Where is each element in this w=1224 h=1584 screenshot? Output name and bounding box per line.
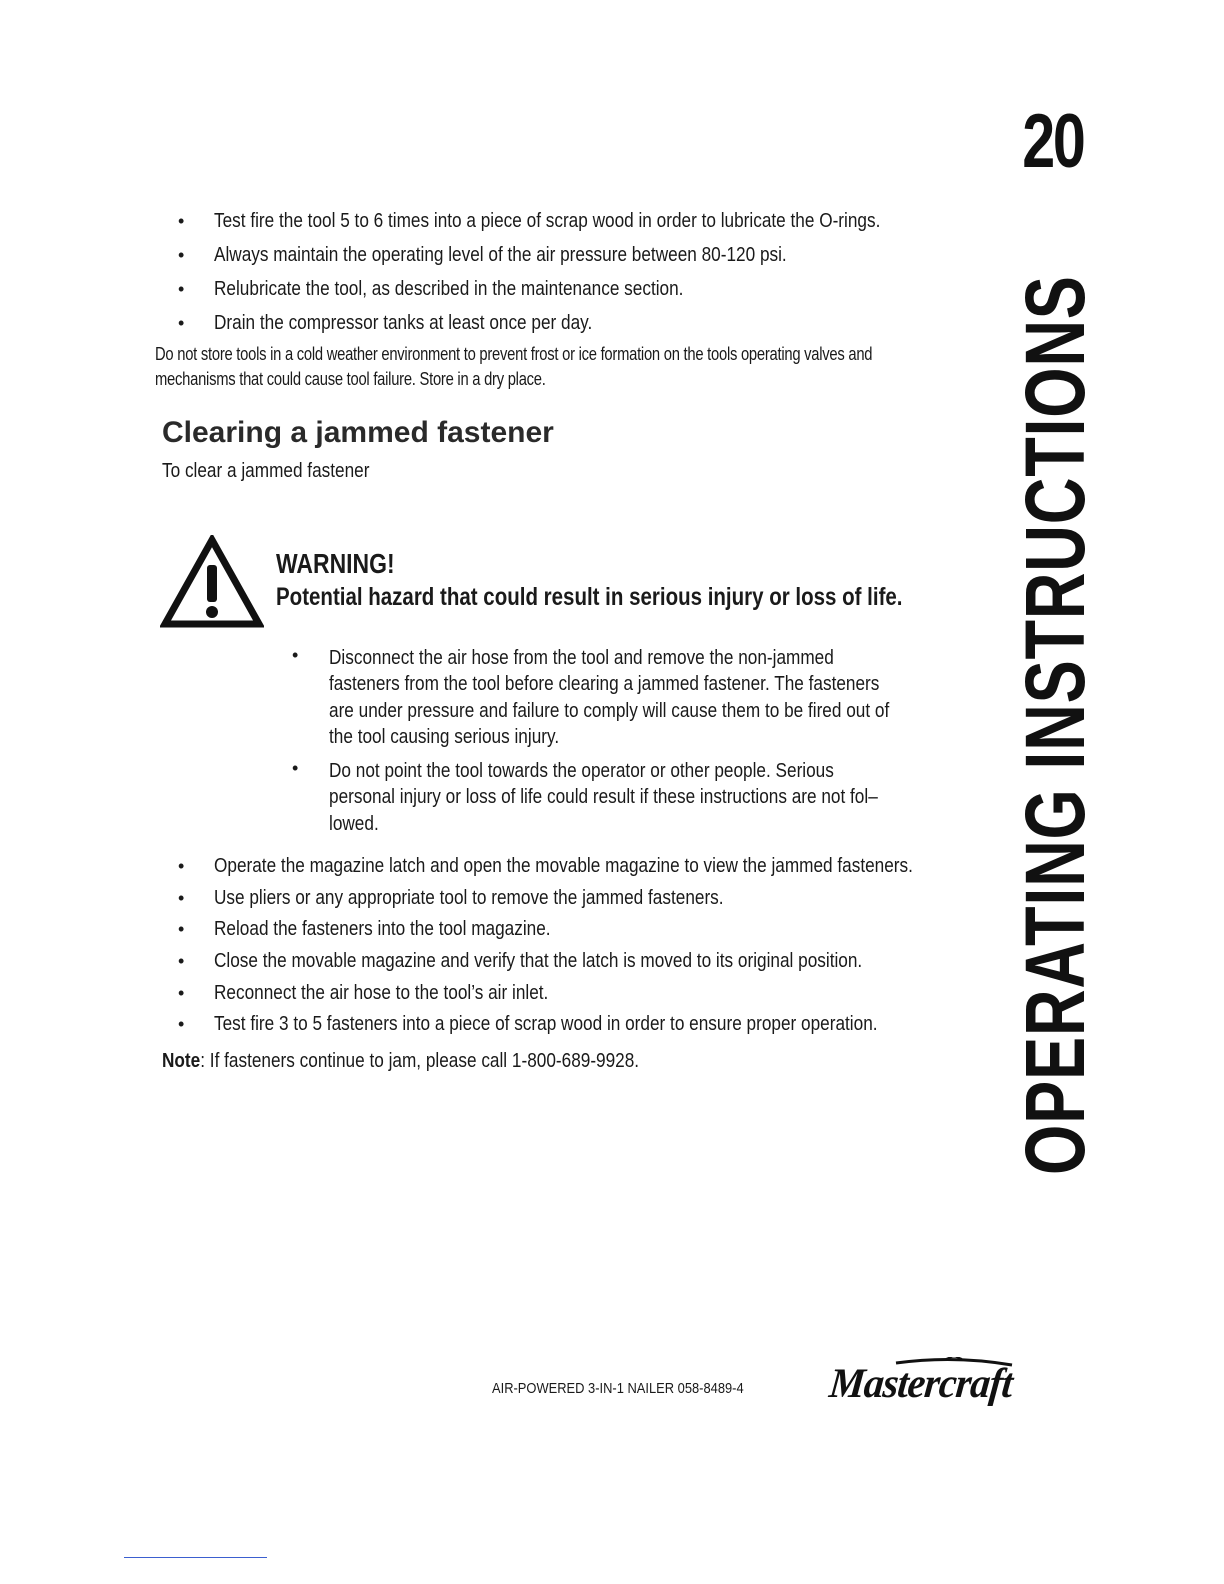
bullet-icon: • [292,645,299,665]
bullet-icon: • [178,279,185,299]
section-heading: Clearing a jammed fastener [162,416,554,449]
warning-triangle-icon [160,535,264,630]
list-item: • Disconnect the air hose from the tool and remove the non-jammed fasteners from the tool before clearing a jammed fastener. The fasteners are under pressure and failure to comply will cause them to be fired out of the tool causing serious injury. [292,645,890,748]
storage-note-line: mechanisms that could cause tool failure. Store in a dry place. [155,369,546,389]
note-text: : If fasteners continue to jam, please call 1-800-689-9928. [200,1050,640,1072]
bullet-icon: • [178,245,185,265]
side-section-title-text: OPERATING INSTRUCTIONS [1008,275,1102,1175]
steps-bullet-list [178,852,1027,1042]
storage-note-line: Do not store tools in a cold weather environment to prevent frost or ice formation on the tools operating valves and [155,344,873,364]
list-item: • Use pliers or any appropriate tool to remove the jammed fasteners. [178,884,1027,916]
bullet-icon: • [178,951,185,972]
bullet-icon: • [178,856,185,876]
footer-model-number: AIR-POWERED 3-IN-1 NAILER 058-8489-4 [492,1380,744,1397]
note-label: Note [162,1050,201,1072]
list-item: • Reload the fasteners into the tool magazine. [178,915,1027,947]
bullet-icon: • [178,211,185,231]
list-item: • Test fire 3 to 5 fasteners into a piece of scrap wood in order to ensure proper operation. [178,1010,1027,1042]
list-item: • Relubricate the tool, as described in the maintenance section. [178,274,989,308]
list-item: • Reconnect the air hose to the tool’s air inlet. [178,979,1027,1011]
bullet-icon: • [178,1014,185,1035]
top-bullet-list [178,206,989,342]
bullet-icon: • [178,982,185,1003]
warning-text: Potential hazard that could result in serious injury or loss of life. [276,583,903,611]
list-item: • Drain the compressor tanks at least once per day. [178,308,989,342]
final-note [162,1050,639,1073]
bullet-icon: • [178,887,185,908]
bullet-icon: • [292,758,299,779]
list-item: • Always maintain the operating level of the air pressure between 80-120 psi. [178,240,989,274]
list-item: • Do not point the tool towards the operator or other people. Serious personal injury or loss of life could result if these instructions are not fol– lowed. [292,758,878,835]
list-item: • Operate the magazine latch and open the movable magazine to view the jammed fasteners. [178,852,1027,884]
list-item: • Test fire the tool 5 to 6 times into a piece of scrap wood in order to lubricate the O-rings. [178,206,989,240]
bullet-icon: • [178,919,185,940]
warning-bullet-list [292,645,980,845]
section-intro: To clear a jammed fastener [162,460,370,482]
brand-logo: Mastercraft [827,1361,1015,1407]
warning-title: WARNING! [276,548,395,579]
storage-note [155,342,909,392]
footnote-divider [124,1557,267,1558]
page-number: 20 [1022,99,1084,184]
side-section-title [1008,275,1102,1175]
bullet-icon: • [178,313,185,333]
list-item: • Close the movable magazine and verify that the latch is moved to its original position. [178,947,1027,979]
